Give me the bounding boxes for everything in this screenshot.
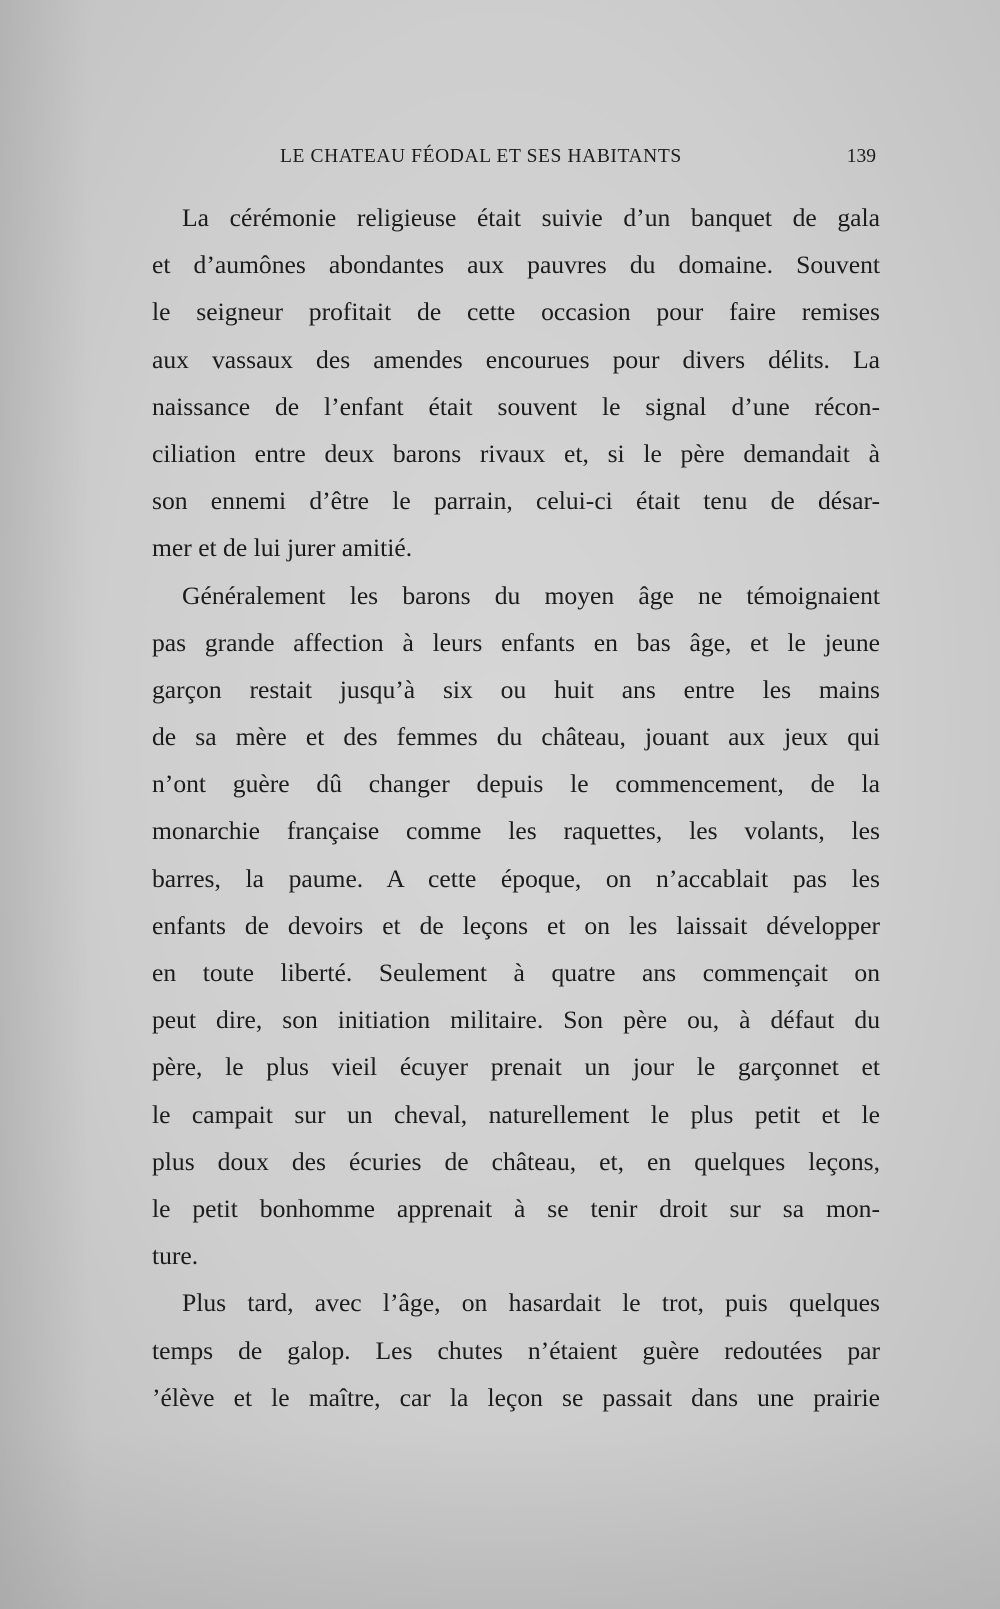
page-edge-shadow	[0, 0, 90, 1609]
text-line: barres, la paume. A cette époque, on n’accablait pas les	[152, 863, 880, 893]
text-line: La cérémonie religieuse était suivie d’un banquet de gala	[182, 203, 880, 232]
text-line: aux vassaux des amendes encourues pour divers délits. La	[152, 344, 880, 374]
text-line: n’ont guère dû changer depuis le commencement, de la	[152, 769, 880, 799]
text-line: ciliation entre deux barons rivaux et, si le père demandait à	[152, 438, 880, 468]
text-line: le petit bonhomme apprenait à se tenir droit sur sa mon-	[152, 1193, 880, 1223]
text-line: en toute liberté. Seulement à quatre ans commençait on	[152, 958, 880, 987]
text-line: enfants de devoirs et de leçons et on les laissait développer	[152, 910, 880, 940]
text-line: naissance de l’enfant était souvent le signal d’une récon-	[152, 391, 880, 421]
text-line: ture.	[152, 1241, 199, 1271]
running-title: LE CHATEAU FÉODAL ET SES HABITANTS	[280, 146, 682, 167]
text-line: Plus tard, avec l’âge, on hasardait le trot, puis quelques	[182, 1288, 880, 1318]
text-line: le seigneur profitait de cette occasion pour faire remises	[152, 297, 880, 327]
text-line: le campait sur un cheval, naturellement le plus petit et le	[152, 1099, 880, 1129]
text-line: mer et de lui jurer amitié.	[152, 533, 413, 563]
text-line: monarchie française comme les raquettes, les volants, les	[152, 816, 880, 846]
page-header	[280, 146, 880, 176]
text-line: père, le plus vieil écuyer prenait un jour le garçonnet et	[152, 1052, 880, 1082]
text-line: peut dire, son initiation militaire. Son père ou, à défaut du	[152, 1005, 880, 1035]
page-number: 139	[846, 146, 876, 167]
text-line: de sa mère et des femmes du château, jouant aux jeux qui	[152, 722, 880, 752]
text-line: pas grande affection à leurs enfants en bas âge, et le jeune	[152, 627, 880, 657]
text-line: garçon restait jusqu’à six ou huit ans entre les mains	[152, 674, 880, 704]
text-line: son ennemi d’être le parrain, celui-ci était tenu de désar-	[152, 486, 880, 516]
body-text	[152, 194, 880, 1421]
text-line: Généralement les barons du moyen âge ne témoignaient	[182, 580, 880, 610]
text-line: plus doux des écuries de château, et, en quelques leçons,	[152, 1146, 880, 1176]
text-line: temps de galop. Les chutes n’étaient guère redoutées par	[152, 1335, 880, 1365]
text-line: ’élève et le maître, car la leçon se passait dans une prairie	[152, 1382, 880, 1412]
page-bottom-shadow	[0, 1429, 1000, 1609]
text-line: et d’aumônes abondantes aux pauvres du domaine. Souvent	[152, 250, 880, 280]
